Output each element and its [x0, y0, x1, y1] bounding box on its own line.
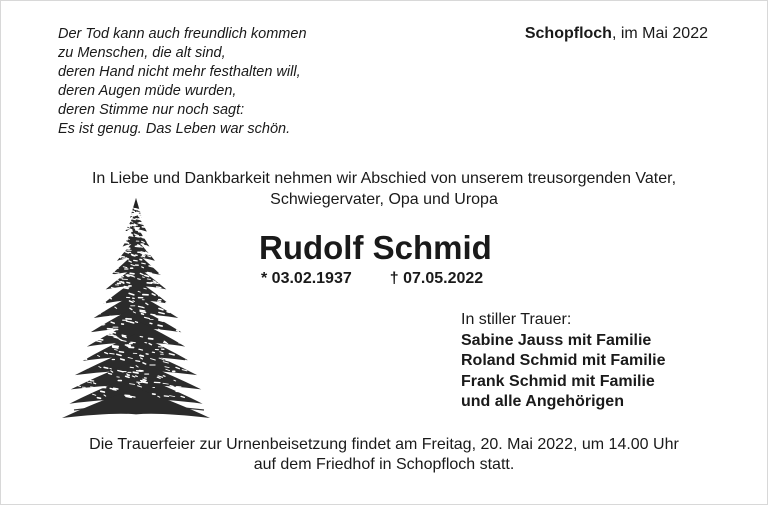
poem — [58, 25, 307, 139]
date-text: , im Mai 2022 — [611, 25, 708, 42]
mourner: Sabine Jauss mit Familie — [461, 331, 652, 349]
deceased-name: Rudolf Schmid — [259, 229, 492, 266]
poem-line: deren Augen müde wurden, — [58, 83, 237, 99]
fir-tree-icon — [54, 198, 218, 420]
intro-line: Schwiegervater, Opa und Uropa — [270, 191, 498, 208]
place-date — [525, 25, 708, 43]
death-date: † 07.05.2022 — [389, 270, 484, 287]
poem-line: Es ist genug. Das Leben war schön. — [58, 121, 291, 137]
mourner: Frank Schmid mit Familie — [461, 372, 655, 390]
funeral-notice — [0, 435, 768, 475]
mourning-heading: In stiller Trauer: — [461, 311, 572, 328]
mourners-block — [461, 310, 665, 413]
intro-line: In Liebe und Dankbarkeit nehmen wir Abschied von unserem treusorgenden Vater, — [91, 170, 677, 187]
place: Schopfloch — [524, 25, 612, 42]
poem-line: deren Stimme nur noch sagt: — [58, 102, 245, 118]
mourner: Roland Schmid mit Familie — [461, 352, 666, 369]
poem-line: Der Tod kann auch freundlich kommen — [58, 26, 307, 42]
poem-line: deren Hand nicht mehr festhalten will, — [58, 64, 301, 80]
poem-line: zu Menschen, die alt sind, — [58, 45, 226, 61]
funeral-line: auf dem Friedhof in Schopfloch statt. — [253, 456, 515, 473]
funeral-line: Die Trauerfeier zur Urnenbeisetzung findet am Freitag, 20. Mai 2022, um 14.00 Uhr — [89, 436, 679, 453]
birth-date: * 03.02.1937 — [261, 270, 352, 287]
mourner: und alle Angehörigen — [461, 393, 624, 410]
life-dates — [261, 270, 483, 288]
